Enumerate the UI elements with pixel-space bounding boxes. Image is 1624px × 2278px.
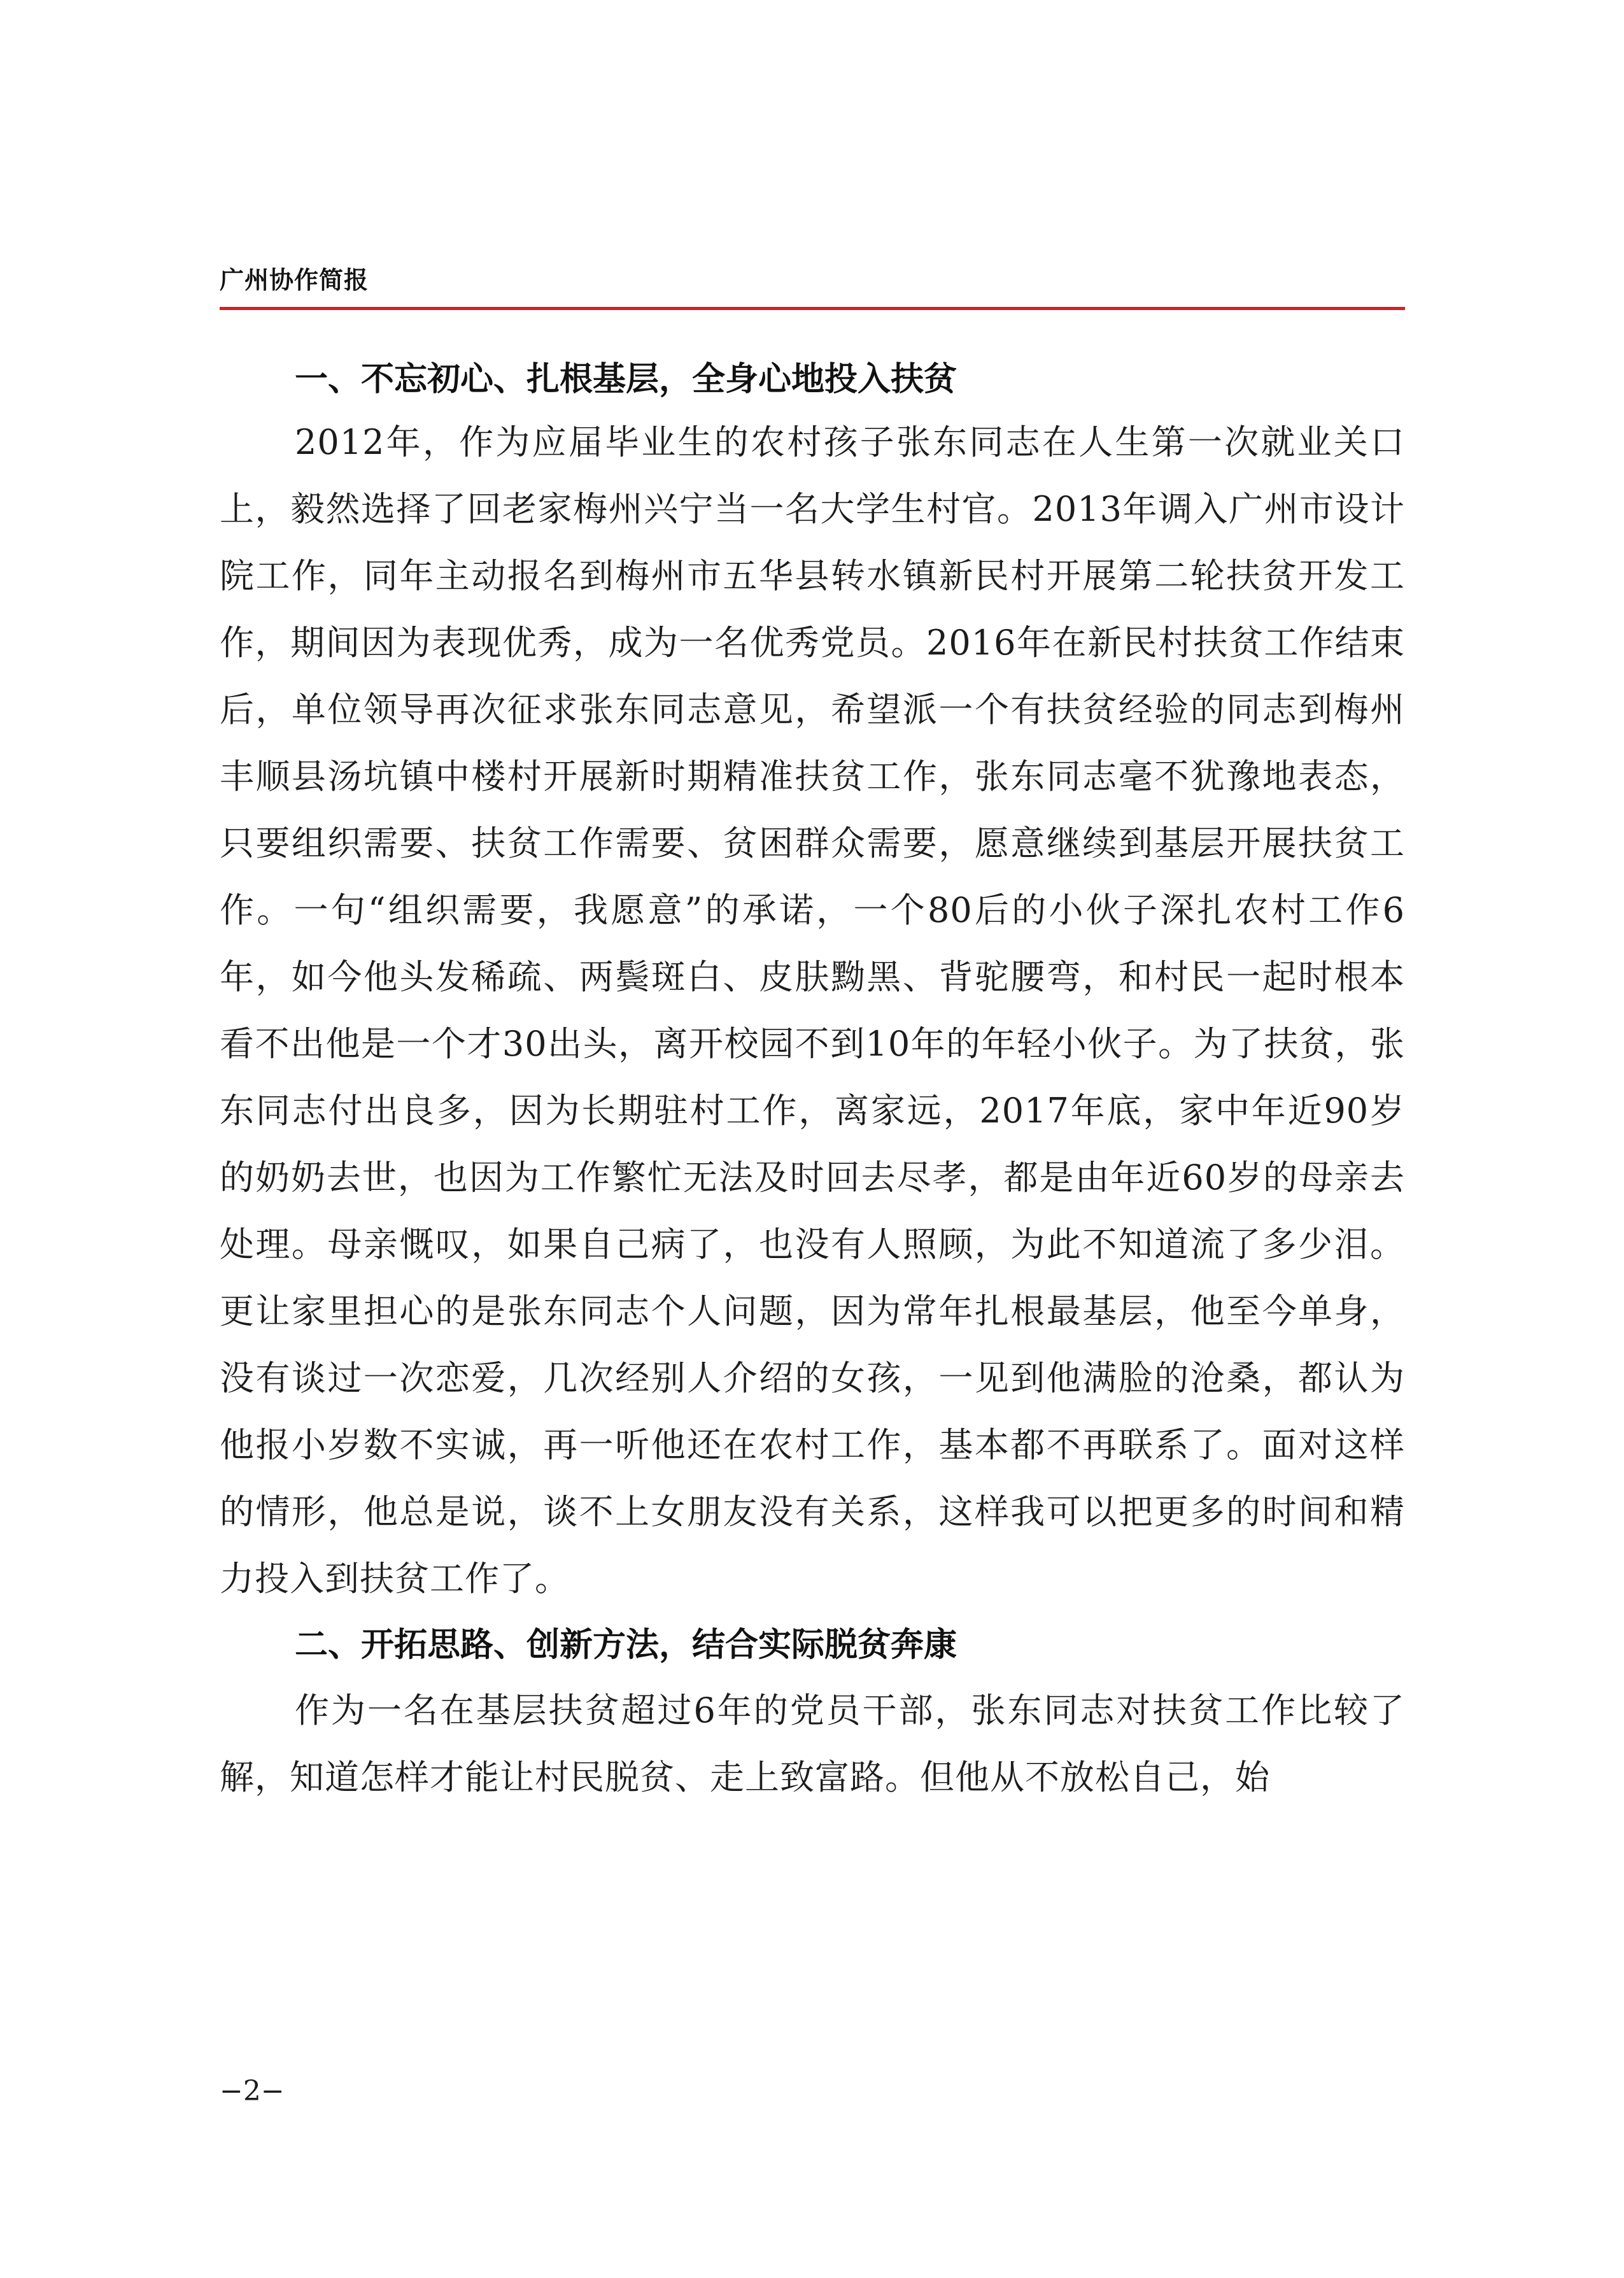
- article-body: [220, 350, 1405, 1811]
- bulletin-title: 广州协作简报: [220, 265, 369, 294]
- page-number: −2−: [220, 2075, 285, 2107]
- header-red-rule: [220, 307, 1405, 310]
- section-paragraph-2: 作为一名在基层扶贫超过6年的党员干部，张东同志对扶贫工作比较了解，知道怎样才能让村民脱贫、走上致富路。但他从不放松自己，始: [220, 1690, 1405, 1797]
- section-paragraph-1: 2012年，作为应届毕业生的农村孩子张东同志在人生第一次就业关口上，毅然选择了回老家梅州兴宁当一名大学生村官。2013年调入广州市设计院工作，同年主动报名到梅州市五华县转水镇新民村开展第二轮扶贫开发工作，期间因为表现优秀，成为一名优秀党员。2016年在新民村扶贫工作结束后，单位领导再次征求张东同志意见，希望派一个有扶贫经验的同志到梅州丰顺县汤坑镇中楼村开展新时期精准扶贫工作，张东同志毫不犹豫地表态，只要组织需要、扶贫工作需要、贫困群众需要，愿意继续到基层开展扶贫工作。一句“组织需要，我愿意”的承诺，一个80后的小伙子深扎农村工作6年，如今他头发稀疏、两鬓斑白、皮肤黝黑、背驼腰弯，和村民一起时根本看不出他是一个才30出头，离开校园不到10年的年轻小伙子。为了扶贫，张东同志付出良多，因为长期驻村工作，离家远，2017年底，家中年近90岁的奶奶去世，也因为工作繁忙无法及时回去尽孝，都是由年近60岁的母亲去处理。母亲慨叹，如果自己病了，也没有人照顾，为此不知道流了多少泪。更让家里担心的是张东同志个人问题，因为常年扎根最基层，他至今单身，没有谈过一次恋爱，几次经别人介绍的女孩，一见到他满脸的沧桑，都认为他报小岁数不实诚，再一听他还在农村工作，基本都不再联系了。面对这样的情形，他总是说，谈不上女朋友没有关系，这样我可以把更多的时间和精力投入到扶贫工作了。: [220, 422, 1405, 1599]
- section-heading-1: 一、不忘初心、扎根基层，全身心地投入扶贫: [295, 360, 957, 399]
- section-heading-2: 二、开拓思路、创新方法，结合实际脱贫奔康: [295, 1626, 957, 1664]
